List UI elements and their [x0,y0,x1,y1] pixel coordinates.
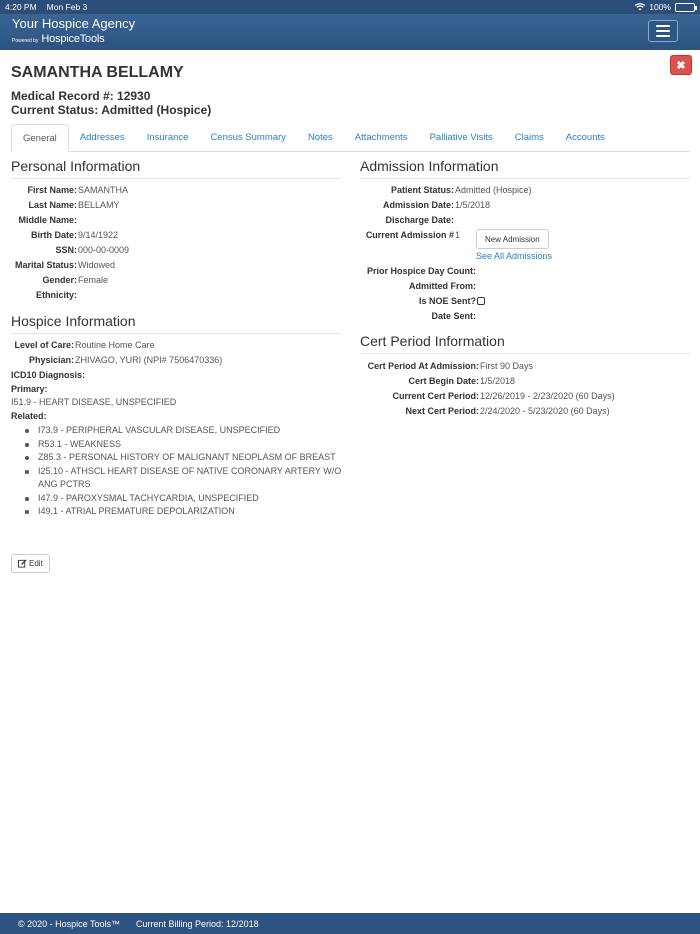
field-value: First 90 Days [480,361,534,371]
field-label: Date Sent: [431,311,476,321]
list-item: I73.9 - PERIPHERAL VASCULAR DISEASE, UNSPECIFIED [24,424,344,438]
field-admission-date [360,200,490,211]
medical-record-number: Medical Record #: 12930 [11,89,151,103]
field-admitted-from [360,281,477,292]
field-current-cert-period [360,391,615,402]
field-label: Level of Care: [14,340,74,350]
device-status-bar [0,0,700,14]
field-value: Female [78,275,109,285]
tab-insurance[interactable]: Insurance [146,132,189,143]
field-label: Current Admission # [365,230,454,240]
field-middle-name [11,215,78,226]
field-label: Is NOE Sent? [418,296,476,306]
primary-diagnosis-value: I51.9 - HEART DISEASE, UNSPECIFIED [11,397,177,407]
status-date: Mon Feb 3 [46,2,88,12]
field-value [77,290,78,301]
page-footer [0,913,700,934]
menu-bar-icon [656,25,670,27]
field-physician [11,355,222,366]
field-level-of-care [11,340,155,351]
field-ssn [11,245,129,256]
field-value: ZHIVAGO, YURI (NPI# 7506470336) [75,355,223,365]
field-value: 12/26/2019 - 2/23/2020 (60 Days) [480,391,615,401]
battery-percent: 100% [649,2,671,12]
field-value: 2/24/2020 - 5/23/2020 (60 Days) [480,406,610,416]
hospicetools-logo: HospiceTools [41,33,105,45]
field-label: Admitted From: [409,281,476,291]
brand-logo [12,33,104,45]
icd10-diagnosis-label: ICD10 Diagnosis: [11,370,86,380]
footer-copyright: © 2020 - Hospice Tools™ [18,918,121,929]
primary-diagnosis-label: Primary: [11,384,48,394]
field-label: Birth Date: [30,230,77,240]
see-all-admissions-link[interactable]: See All Admissions [476,251,553,261]
close-icon: ✖ [676,59,686,72]
edit-label: Edit [29,559,43,568]
related-diagnosis-list [24,424,344,519]
field-value [454,215,455,226]
field-value [476,266,477,277]
field-value [77,215,78,226]
field-label: Marital Status: [14,260,77,270]
footer-billing-period: Current Billing Period: 12/2018 [136,918,259,929]
list-item: Z85.3 - PERSONAL HISTORY OF MALIGNANT NEOPLASM OF BREAST [24,451,344,465]
field-label: Ethnicity: [35,290,77,300]
field-current-admission [360,230,460,241]
battery-icon [675,3,695,12]
close-button[interactable] [670,55,692,75]
list-item: R53.1 - WEAKNESS [24,438,344,452]
field-value: 1/5/2018 [480,376,516,386]
field-value: Widowed [78,260,116,270]
field-label: First Name: [27,185,77,195]
field-next-cert-period [360,406,610,417]
field-label: Admission Date: [382,200,454,210]
field-marital-status [11,260,115,271]
field-label: Cert Begin Date: [408,376,479,386]
new-admission-button[interactable]: New Admission [476,229,549,249]
field-value: 000-00-0009 [78,245,130,255]
field-discharge-date [360,215,455,226]
tab-palliative-visits[interactable]: Palliative Visits [429,132,493,143]
tab-accounts[interactable]: Accounts [565,132,605,143]
field-prior-hospice-day-count [360,266,477,277]
field-cert-period-at-admission [360,361,533,372]
field-label: Middle Name: [18,215,77,225]
cert-period-heading: Cert Period Information [360,333,690,354]
field-label: Current Cert Period: [392,391,479,401]
field-value: Routine Home Care [75,340,155,350]
field-label: SSN: [55,245,77,255]
list-item: I49.1 - ATRIAL PREMATURE DEPOLARIZATION [24,505,344,519]
patient-name: SAMANTHA BELLAMY [11,64,184,81]
noe-sent-checkbox[interactable] [477,297,485,305]
field-date-sent [360,311,477,322]
hamburger-menu-button[interactable] [648,20,678,42]
field-label: Cert Period At Admission: [367,361,479,371]
tab-general[interactable]: General [11,124,69,152]
field-value: SAMANTHA [78,185,129,195]
field-value: 9/14/1922 [78,230,119,240]
powered-by-label: Powered by [12,38,39,44]
field-label: Patient Status: [390,185,454,195]
tab-census-summary[interactable]: Census Summary [210,132,286,143]
edit-icon [18,559,27,568]
list-item: I25.10 - ATHSCL HEART DISEASE OF NATIVE CORONARY ARTERY W/O ANG PCTRS [24,465,344,492]
field-value: Admitted (Hospice) [455,185,532,195]
field-label: Physician: [28,355,74,365]
field-label: Last Name: [28,200,77,210]
field-value: 1/5/2018 [455,200,491,210]
edit-button[interactable] [11,554,50,573]
tab-addresses[interactable]: Addresses [79,132,125,143]
field-first-name [11,185,128,196]
field-cert-begin-date [360,376,515,387]
tab-attachments[interactable]: Attachments [354,132,408,143]
related-diagnosis-label: Related: [11,411,47,421]
personal-info-heading: Personal Information [11,158,340,179]
tab-notes[interactable]: Notes [307,132,333,143]
field-value: 1 [455,230,461,240]
field-patient-status [360,185,532,196]
field-last-name [11,200,120,211]
patient-tabs [11,124,690,152]
top-navbar [0,14,700,50]
field-value [476,311,477,322]
field-is-noe-sent [360,296,485,307]
field-label: Gender: [42,275,77,285]
field-gender [11,275,108,286]
field-label: Discharge Date: [385,215,454,225]
current-status: Current Status: Admitted (Hospice) [11,103,212,117]
list-item: I47.9 - PAROXYSMAL TACHYCARDIA, UNSPECIFIED [24,492,344,506]
field-ethnicity [11,290,78,301]
menu-bar-icon [656,30,670,32]
field-value [476,281,477,292]
field-label: Next Cert Period: [405,406,479,416]
menu-bar-icon [656,35,670,37]
tab-claims[interactable]: Claims [514,132,544,143]
admission-info-heading: Admission Information [360,158,690,179]
field-birth-date [11,230,118,241]
hospice-info-heading: Hospice Information [11,313,340,334]
field-label: Prior Hospice Day Count: [366,266,476,276]
wifi-icon [635,3,645,11]
status-time: 4:20 PM [5,2,37,12]
agency-name[interactable]: Your Hospice Agency [12,16,136,31]
field-value: BELLAMY [78,200,120,210]
